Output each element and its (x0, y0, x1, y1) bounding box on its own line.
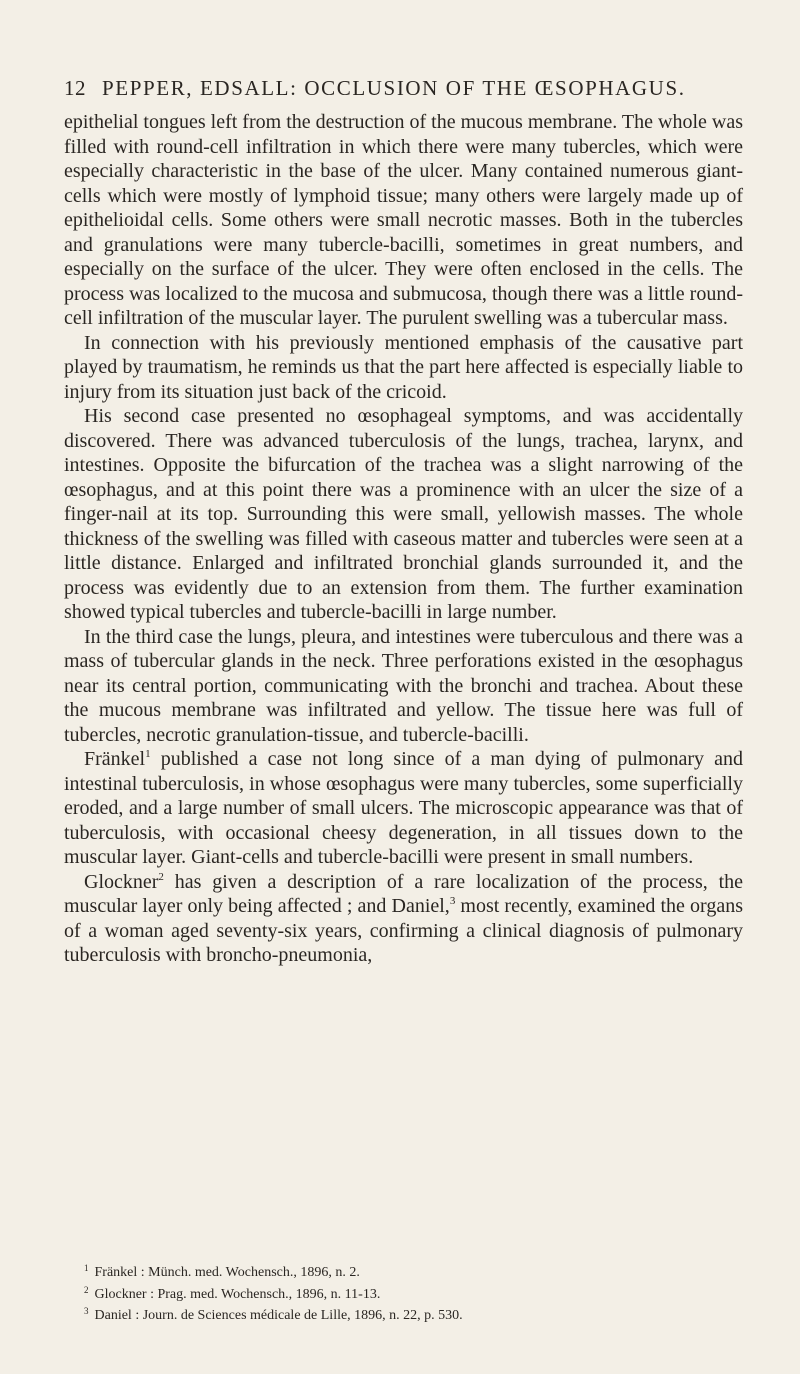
footnote-ref-2: 2 (158, 870, 164, 883)
paragraph-3: His second case presented no œsophageal symptoms, and was accidentally discovered. There was advanced tuberculosis of the lungs, trachea, larynx, and intestines. Opposite the bifurcation of the trachea was a slight narrowing of the œsophagus, and at this point there was a prominence with an ulcer the size of a finger-nail at its top. Surrounding this were small, yellowish masses. The whole thickness of the swelling was filled with caseous matter and tubercles were seen at a little distance. Enlarged and infiltrated bronchial glands surrounded it, and the process was evidently due to an extension from them. The further examination showed typical tubercles and tubercle-bacilli in large number. (64, 405, 743, 623)
running-title: PEPPER, EDSALL: OCCLUSION OF THE ŒSOPHAGUS. (102, 76, 686, 100)
footnote-3: $^3$ Daniel : Journ. de Sciences médicale de Lille, 1896, n. 22, p. 530. (84, 1306, 463, 1323)
footnote-ref-1: 1 (145, 748, 151, 760)
paragraph-2: In connection with his previously mentioned emphasis of the causative part played by traumatism, he reminds us that the part here affected is especially liable to injury from its situation just back of the cricoid. (64, 331, 743, 403)
footnote-ref-3: 3 (449, 895, 456, 907)
page-number: 12 (64, 76, 86, 100)
body-text (64, 110, 743, 968)
paragraph-1: epithelial tongues left from the destruction of the mucous membrane. The whole was filled with round-cell infiltration in which there were many tubercles, which were especially characteristic in the base of the ulcer. Many contained numerous giant-cells which were mostly of lymphoid tissue; many others were largely made up of epithelioidal cells. Some others were small necrotic masses. Both in the tubercles and granulations were many tubercle-bacilli, sometimes in great numbers, and especially on the surface of the ulcer. They were often enclosed in the cells. The process was localized to the mucosa and submucosa, though there was a little round-cell infiltration of the muscular layer. The purulent swelling was a tubercular mass. (64, 111, 743, 329)
footnotes (84, 1260, 744, 1325)
footnote-2: $^2$ Glockner : Prag. med. Wochensch., 1896, n. 11-13. (84, 1284, 381, 1302)
paragraph-6: Glockner$^2$ has given a description of a rare localization of the process, the muscular layer only being affected ; and Daniel,$^3$ most recently, examined the organs of a woman aged seventy-six years, confirming a clinical diagnosis of pulmonary tuberculosis with broncho-pneumonia, (64, 870, 743, 966)
paragraph-4: In the third case the lungs, pleura, and intestines were tuberculous and there was a mass of tubercular glands in the neck. Three perforations existed in the œsophagus near its central portion, communicating with the bronchi and trachea. About these the mucous membrane was infiltrated and yellow. The tissue here was full of tubercles, necrotic granulation-tissue, and tubercle-bacilli. (64, 625, 743, 746)
paragraph-5: Fränkel$^1$ published a case not long since of a man dying of pulmonary and intestinal tuberculosis, in whose œsophagus were many tubercles, some superficially eroded, and a large number of small ulcers. The microscopic appearance was that of tuberculosis, with occasional cheesy degeneration, in all tissues down to the muscular layer. Giant-cells and tubercle-bacilli were present in small numbers. (64, 748, 743, 868)
running-header (64, 76, 744, 101)
footnote-1: $^1$ Fränkel : Münch. med. Wochensch., 1896, n. 2. (84, 1263, 360, 1280)
